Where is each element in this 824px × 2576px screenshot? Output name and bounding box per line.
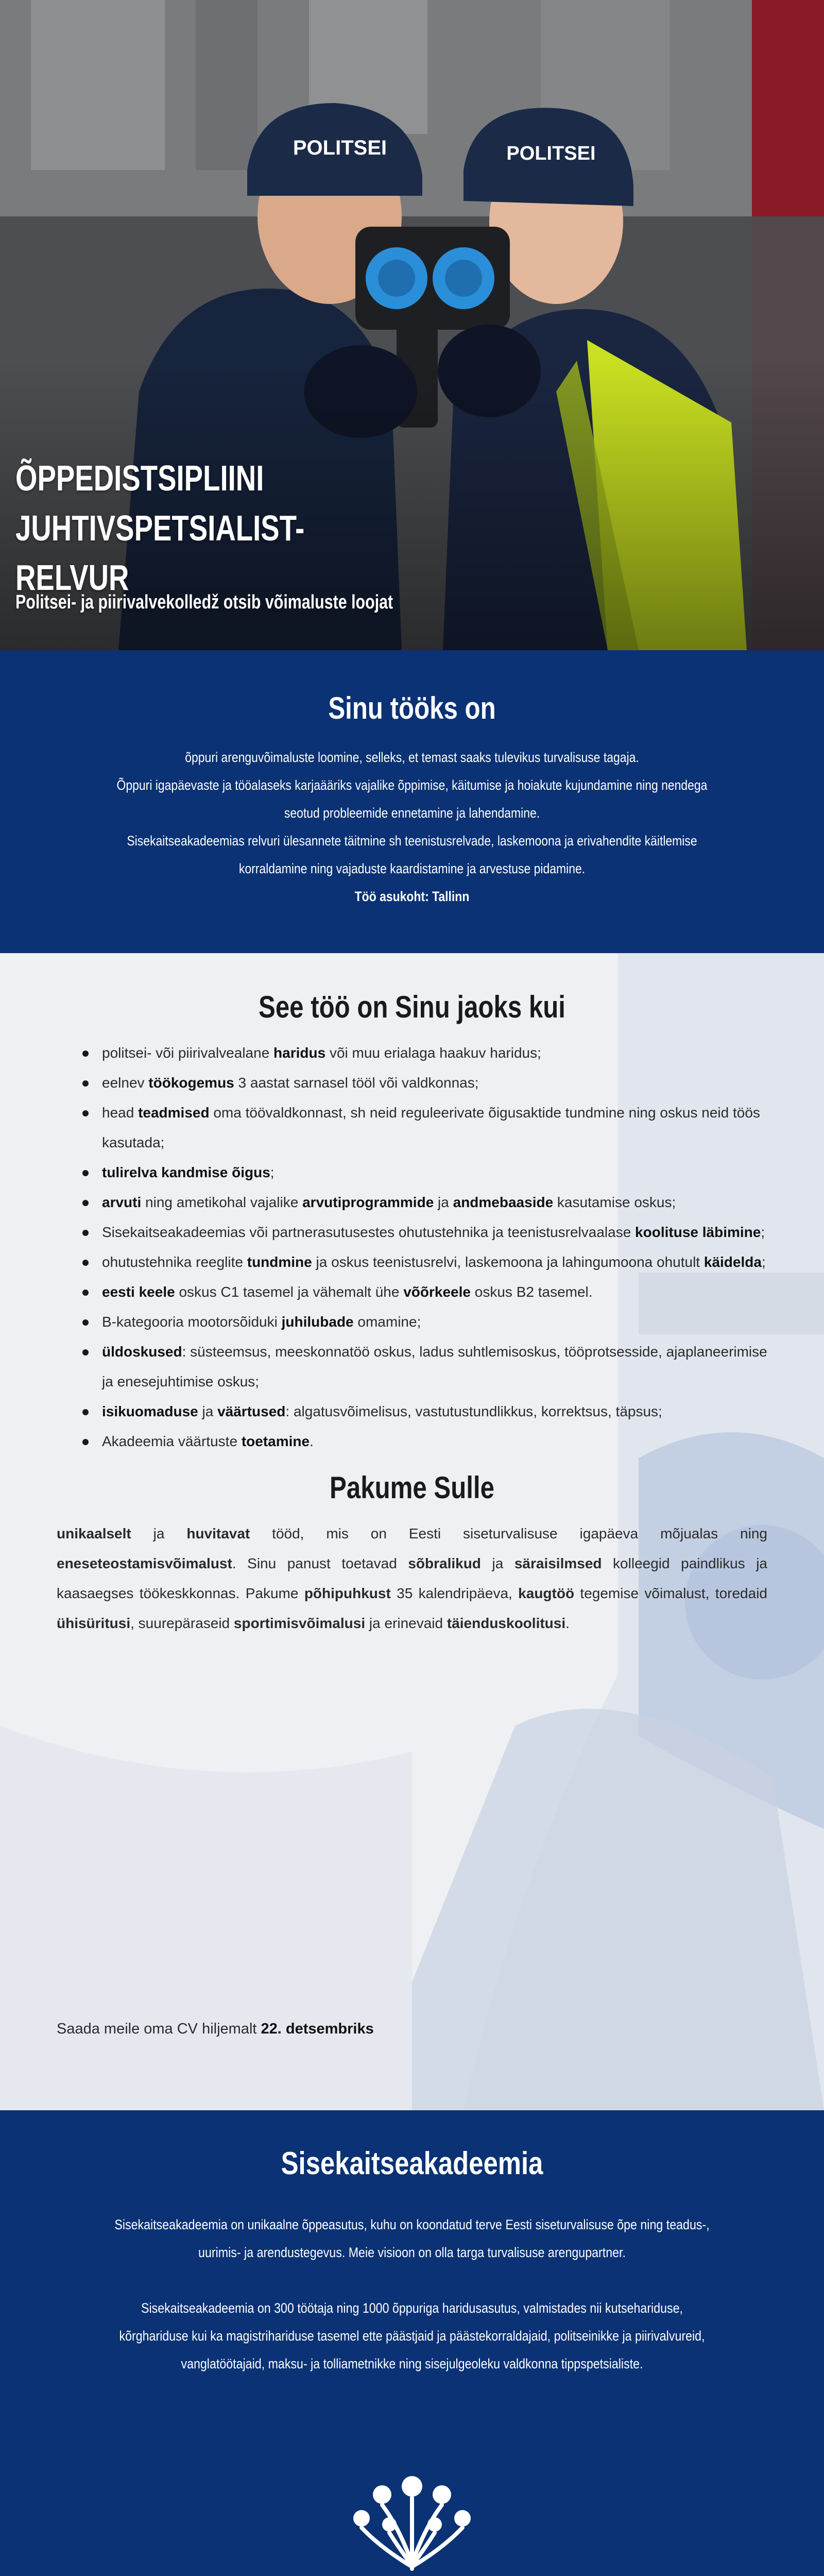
duty-line-2: Õppuri igapäevaste ja tööalaseks karjaääriks vajalike õppimise, käitumise ja hoiakute kujundamine ning nendega xyxy=(116,777,708,793)
deadline-text: Saada meile oma CV hiljemalt xyxy=(57,2021,261,2037)
requirement-text: oskus C1 tasemel ja vähemalt ühe xyxy=(175,1284,404,1300)
requirement-keyword: toetamine xyxy=(241,1433,310,1449)
requirements-list xyxy=(82,1038,767,1456)
offer-text xyxy=(57,1519,767,1638)
requirement-text: ning ametikohal vajalike xyxy=(141,1194,303,1210)
requirement-text: : algatusvõimelisus, vastutustundlikkus, korrektsus, täpsus; xyxy=(285,1403,662,1419)
requirement-keyword: võõrkeele xyxy=(403,1284,471,1300)
job-title-line-2: RELVUR xyxy=(15,557,129,598)
requirement-text: : süsteemsus, meeskonnatöö oskus, ladus suhtlemisoskus, tööprotsesside, ajaplaneerimise ja enesejuhtimise oskus; xyxy=(102,1344,767,1389)
requirement-text: või muu erialaga haakuv haridus; xyxy=(325,1045,541,1061)
requirement-keyword: üldoskused xyxy=(102,1344,182,1360)
requirement-text: oma töövaldkonnast, sh neid reguleerivate õigusaktide tundmine ning oskus neid töös kasutada; xyxy=(102,1105,760,1150)
requirement-keyword: arvutiprogrammide xyxy=(302,1194,434,1210)
requirement-keyword: isikuomaduse xyxy=(102,1403,198,1419)
requirement-item xyxy=(82,1277,767,1307)
offer-bold-4: sõbralikud xyxy=(408,1555,481,1571)
offer-text-6: 35 kalendripäeva, xyxy=(390,1585,519,1601)
academy-section xyxy=(0,2110,824,2576)
requirement-keyword: juhilubade xyxy=(281,1314,354,1330)
offer-text-5: kolleegid paindlikus ja kaasaegses töökeskkonnas. Pakume xyxy=(57,1555,767,1601)
requirement-item xyxy=(82,1397,767,1427)
requirement-keyword: haridus xyxy=(273,1045,326,1061)
requirement-text: eelnev xyxy=(102,1075,149,1091)
academy-p1-line-1: Sisekaitseakadeemia on unikaalne õppeasutus, kuhu on koondatud terve Eesti siseturvalisuse õpe ning teadus-, xyxy=(114,2217,710,2232)
offer-heading: Pakume Sulle xyxy=(330,1470,494,1505)
requirement-keyword: arvuti xyxy=(102,1194,142,1210)
deadline-date: 22. detsembriks xyxy=(261,2021,374,2037)
requirement-text: ja xyxy=(198,1403,218,1419)
requirements-section xyxy=(0,953,824,2110)
offer-bold-9: sportimisvõimalusi xyxy=(233,1615,366,1631)
job-title xyxy=(15,453,497,603)
job-location: Töö asukoht: Tallinn xyxy=(354,889,470,904)
requirement-text: Akadeemia väärtuste xyxy=(102,1433,242,1449)
requirement-text: ohutustehnika reeglite xyxy=(102,1254,247,1270)
requirement-keyword: tundmine xyxy=(247,1254,312,1270)
offer-text-1: ja xyxy=(131,1526,187,1541)
requirement-keyword: väärtused xyxy=(217,1403,286,1419)
offer-text-9: ja erinevaid xyxy=(365,1615,447,1631)
academy-p2-line-2: kõrghariduse kui ka magistriharidusе tasemel ette päästjaid ja päästekorraldajaid, politseinikke ja piirivalvureid, xyxy=(119,2328,705,2344)
requirement-keyword: käidelda xyxy=(703,1254,762,1270)
requirement-item xyxy=(82,1158,767,1188)
requirement-text: head xyxy=(102,1105,139,1121)
requirement-keyword: andmebaaside xyxy=(453,1194,554,1210)
duty-line-1: õppuri arenguvõimaluste loomine, selleks, et temast saaks tulevikus turvalisuse tagaja. xyxy=(185,750,639,765)
offer-text-10: . xyxy=(565,1615,570,1631)
job-duties-section xyxy=(0,650,824,953)
offer-bold-7: kaugtöö xyxy=(518,1585,575,1601)
requirement-text: ; xyxy=(761,1254,766,1270)
offer-bold-1: unikaalselt xyxy=(57,1526,131,1541)
academy-paragraph-1 xyxy=(62,2211,762,2266)
requirement-item xyxy=(82,1188,767,1217)
duty-line-5: korraldamine ning vajaduste kaardistamine ja arvestuse pidamine. xyxy=(238,861,586,876)
offer-bold-3: eneseteostamisvõimalust xyxy=(57,1555,232,1571)
requirement-item xyxy=(82,1307,767,1337)
requirement-text: ja xyxy=(434,1194,453,1210)
cap-label-2: POLITSEI xyxy=(506,143,596,164)
requirement-text: kasutamise oskus; xyxy=(553,1194,676,1210)
requirement-text: omamine; xyxy=(353,1314,421,1330)
requirements-heading: See töö on Sinu jaoks kui xyxy=(259,990,565,1024)
academy-p1-line-2: uurimis- ja arendustegevus. Meie visioon on olla targa turvalisuse arengupartner. xyxy=(198,2245,626,2260)
application-deadline xyxy=(57,2021,374,2038)
offer-text-2: tööd, mis on Eesti siseturvalisuse igapäeva mõjualas ning xyxy=(250,1526,767,1541)
family-friendly-employer-logo xyxy=(350,2471,474,2576)
requirement-text: Sisekaitseakadeemias või partnerasutusestes ohutustehnika ja teenistusrelvaalase xyxy=(102,1224,636,1240)
offer-text-3: . Sinu panust toetavad xyxy=(232,1555,408,1571)
duty-line-3: seotud probleemide ennetamine ja lahendamine. xyxy=(284,805,540,821)
offer-text-4: ja xyxy=(480,1555,514,1571)
requirement-keyword: teadmised xyxy=(138,1105,210,1121)
academy-heading: Sisekaitseakadeemia xyxy=(281,2146,543,2181)
job-title-line-1: ÕPPEDISTSIPLIINI JUHTIVSPETSIALIST- xyxy=(15,458,305,548)
requirement-item xyxy=(82,1038,767,1068)
requirement-item xyxy=(82,1337,767,1397)
requirement-text: B-kategooria mootorsõiduki xyxy=(102,1314,282,1330)
offer-bold-5: säraisilmsed xyxy=(514,1555,602,1571)
duty-line-4: Sisekaitseakadeemias relvuri ülesannete täitmine sh teenistusrelvade, laskemoona ja erivahendite käitlemise xyxy=(127,833,697,849)
requirement-text: . xyxy=(310,1433,314,1449)
requirement-item xyxy=(82,1068,767,1098)
requirement-keyword: tulirelva kandmise õigus xyxy=(102,1164,270,1180)
requirement-text: oskus B2 tasemel. xyxy=(470,1284,593,1300)
requirement-text: ; xyxy=(270,1164,274,1180)
job-duties-text xyxy=(71,743,753,910)
academy-p2-line-1: Sisekaitseakadeemia on 300 töötaja ning 1000 õppuriga haridusasutus, valmistades nii kutsehariduse, xyxy=(141,2300,683,2316)
requirement-item xyxy=(82,1098,767,1158)
requirement-item xyxy=(82,1217,767,1247)
job-duties-heading: Sinu tööks on xyxy=(328,691,496,725)
requirement-text: ja oskus teenistusrelvi, laskemoona ja lahingumoona ohutult xyxy=(312,1254,704,1270)
offer-bold-2: huvitavat xyxy=(186,1526,250,1541)
offer-text-7: tegemise võimalust, toredaid xyxy=(574,1585,767,1601)
offer-bold-6: põhipuhkust xyxy=(304,1585,391,1601)
requirement-text: ; xyxy=(761,1224,765,1240)
requirement-keyword: töökogemus xyxy=(148,1075,234,1091)
requirement-keyword: koolituse läbimine xyxy=(635,1224,761,1240)
offer-text-8: , suurepäraseid xyxy=(130,1615,234,1631)
academy-paragraph-2 xyxy=(62,2294,762,2378)
hero-banner xyxy=(0,0,824,650)
hero-subtitle: Politsei- ja piirivalvekolledž otsib võimaluste loojat xyxy=(15,591,393,613)
cap-label-1: POLITSEI xyxy=(293,137,387,159)
requirement-keyword: eesti keele xyxy=(102,1284,175,1300)
requirement-text: politsei- või piirivalvealane xyxy=(102,1045,274,1061)
academy-p2-line-3: vanglatöötajaid, maksu- ja tolliametnikke ning sisejulgeoleku valdkonna tippspetsialiste. xyxy=(181,2356,643,2371)
requirement-text: 3 aastat sarnasel tööl või valdkonnas; xyxy=(234,1075,479,1091)
offer-bold-10: täienduskoolitusi xyxy=(447,1615,566,1631)
offer-bold-8: ühisüritusi xyxy=(57,1615,131,1631)
requirement-item xyxy=(82,1427,767,1456)
requirement-item xyxy=(82,1247,767,1277)
